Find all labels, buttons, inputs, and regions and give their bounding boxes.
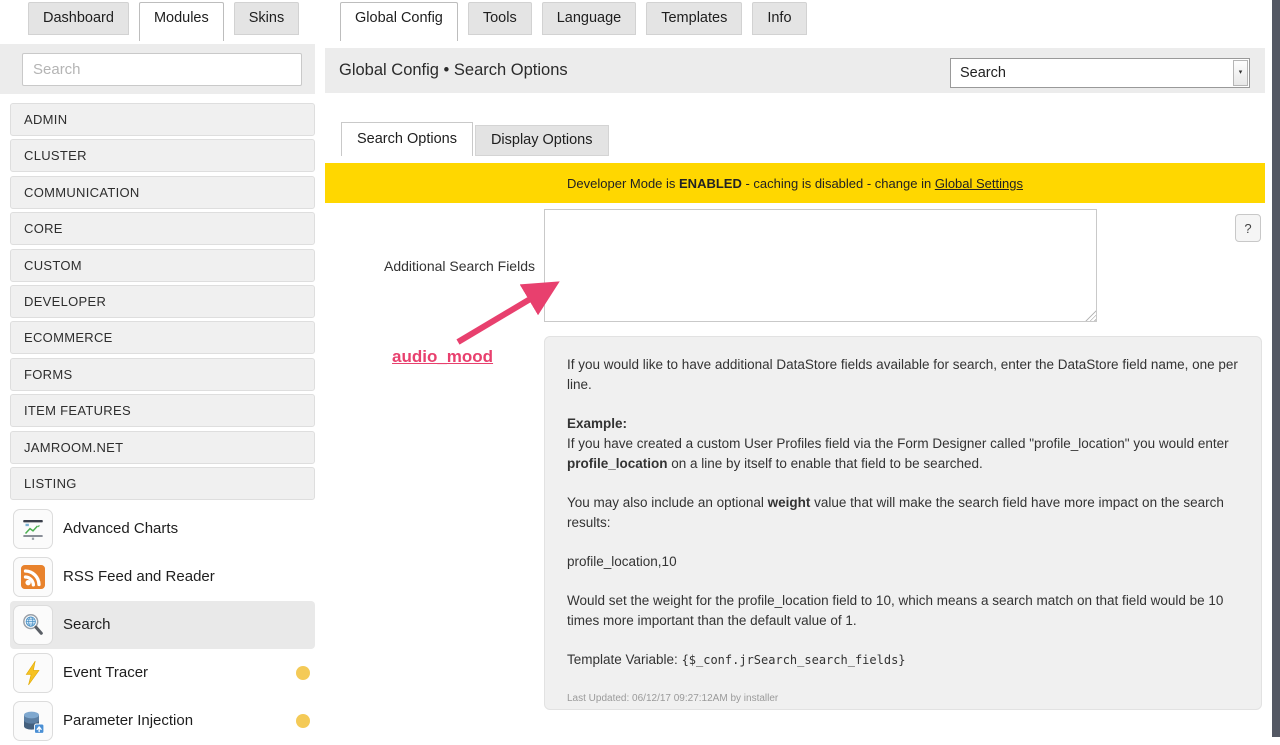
module-label: Parameter Injection — [63, 712, 194, 729]
charts-icon — [13, 509, 53, 549]
banner-text: ENABLED — [679, 175, 742, 191]
main-header — [325, 48, 1265, 93]
search-globe-icon — [13, 605, 53, 645]
top-tab-dashboard[interactable]: Dashboard — [28, 2, 129, 35]
module-label: RSS Feed and Reader — [63, 568, 215, 585]
top-tab-modules[interactable]: Modules — [139, 2, 224, 41]
sidebar-category-core[interactable]: CORE — [10, 212, 315, 245]
sidebar-category-jamroom-net[interactable]: JAMROOM.NET — [10, 431, 315, 464]
top-tab-skins[interactable]: Skins — [234, 2, 299, 35]
config-tabs — [341, 122, 609, 156]
module-label: Event Tracer — [63, 664, 149, 681]
annotation-audio-mood: audio_mood — [392, 347, 494, 366]
vertical-scrollbar[interactable] — [1272, 0, 1280, 737]
sidebar-module-event-tracer[interactable] — [10, 649, 315, 697]
field-description-box — [544, 336, 1262, 710]
sidebar-module-advanced-charts[interactable] — [10, 505, 315, 553]
tab-search-options[interactable]: Search Options — [341, 122, 473, 156]
sidebar-module-rss-feed-and-reader[interactable] — [10, 553, 315, 601]
page-title: Global Config • Search Options — [339, 61, 568, 79]
top-tab-tools[interactable]: Tools — [468, 2, 532, 35]
banner-text: - caching is disabled - change in — [741, 175, 935, 191]
top-nav-module — [340, 2, 817, 42]
lightning-icon — [13, 653, 53, 693]
tab-display-options[interactable]: Display Options — [475, 125, 609, 156]
sidebar-search-bar — [0, 44, 315, 94]
developer-mode-banner — [325, 163, 1265, 203]
sidebar-category-item-features[interactable]: ITEM FEATURES — [10, 394, 315, 427]
module-select[interactable] — [950, 58, 1250, 88]
chevron-down-icon: ▾ — [1233, 60, 1248, 86]
status-dot — [296, 714, 310, 728]
top-tab-global-config[interactable]: Global Config — [340, 2, 458, 41]
top-tab-info[interactable]: Info — [752, 2, 806, 35]
sidebar-search-input[interactable] — [22, 53, 302, 86]
sidebar-category-forms[interactable]: FORMS — [10, 358, 315, 391]
module-select-value: Search — [960, 65, 1006, 81]
rss-icon — [13, 557, 53, 597]
status-dot — [296, 666, 310, 680]
sidebar-category-cluster[interactable]: CLUSTER — [10, 139, 315, 172]
top-tab-language[interactable]: Language — [542, 2, 637, 35]
sidebar-category-custom[interactable]: CUSTOM — [10, 249, 315, 282]
sidebar-module-search[interactable] — [10, 601, 315, 649]
sidebar-category-listing[interactable]: LISTING — [10, 467, 315, 500]
database-icon — [13, 701, 53, 741]
additional-search-fields-textarea[interactable] — [544, 209, 1097, 322]
help-button[interactable]: ? — [1235, 214, 1261, 242]
global-settings-link[interactable]: Global Settings — [934, 175, 1023, 191]
field-description-text: If you would like to have additional DataStore fields available for search, enter the DataStore field name, one per line. Example: If you have created a custom User Profiles field via the Form Designer called "profile_location" you would enter profile_location on a line by itself to enable that field to be searched. You may also include an optional weight value that will make the search field have more impact on the search results: profile_location,10 Would set the weight for the profile_location field to 10, which means a search match on that field would be 10 times more important than the default value of 1. Template Variable: {$_conf.jrSearch_search_fields} — [567, 357, 1238, 667]
top-nav-site — [28, 2, 309, 42]
top-tab-templates[interactable]: Templates — [646, 2, 742, 35]
sidebar-category-admin[interactable]: ADMIN — [10, 103, 315, 136]
sidebar-category-communication[interactable]: COMMUNICATION — [10, 176, 315, 209]
sidebar-category-developer[interactable]: DEVELOPER — [10, 285, 315, 318]
banner-text: Developer Mode is — [567, 175, 680, 191]
sidebar-module-parameter-injection[interactable] — [10, 697, 315, 745]
module-label: Advanced Charts — [63, 520, 179, 537]
field-label-additional-search-fields: Additional Search Fields — [384, 258, 535, 274]
module-label: Search — [63, 616, 111, 633]
sidebar-category-ecommerce[interactable]: ECOMMERCE — [10, 321, 315, 354]
last-updated-text: Last Updated: 06/12/17 09:27:12AM by installer — [567, 693, 779, 704]
